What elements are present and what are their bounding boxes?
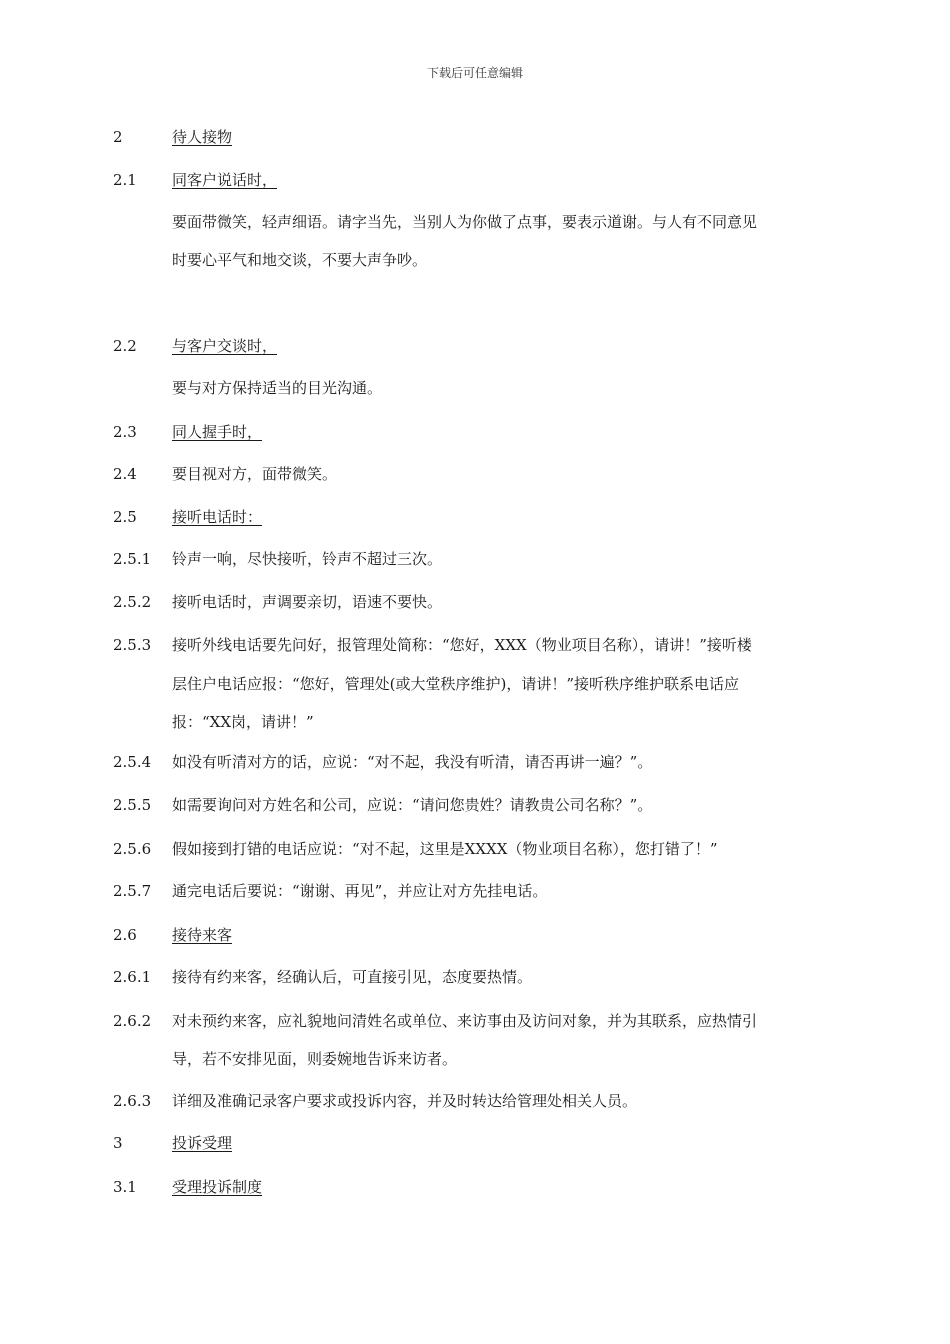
section-number: 2.5.2 xyxy=(113,593,152,611)
section-heading: 投诉受理 xyxy=(172,1134,233,1152)
paragraph-text: 接听外线电话要先问好，报管理处简称：“您好，XXX（物业项目名称），请讲！”接听楼 xyxy=(172,636,752,654)
section-heading: 接待来客 xyxy=(172,926,233,944)
section-heading: 同人握手时， xyxy=(172,423,263,441)
section-heading: 同客户说话时， xyxy=(172,171,278,189)
section-number: 2.6.3 xyxy=(113,1092,152,1110)
section-number: 2.2 xyxy=(113,337,137,355)
section-number: 2.5.4 xyxy=(113,753,152,771)
section-number: 2.6.1 xyxy=(113,968,152,986)
paragraph-text: 对未预约来客，应礼貌地问清姓名或单位、来访事由及访问对象，并为其联系，应热情引 xyxy=(172,1012,758,1030)
paragraph-text: 接待有约来客，经确认后，可直接引见，态度要热情。 xyxy=(172,968,533,986)
section-number: 2.5.1 xyxy=(113,550,152,568)
section-number: 3.1 xyxy=(113,1178,137,1196)
paragraph-text: 如没有听清对方的话，应说：“对不起，我没有听清，请否再讲一遍？”。 xyxy=(172,753,653,771)
section-number: 2.4 xyxy=(113,465,137,483)
section-number: 2.5 xyxy=(113,508,137,526)
paragraph-text: 详细及准确记录客户要求或投诉内容，并及时转达给管理处相关人员。 xyxy=(172,1092,638,1110)
section-number: 2.6 xyxy=(113,926,137,944)
paragraph-text: 时要心平气和地交谈，不要大声争吵。 xyxy=(172,251,428,269)
section-number: 2.6.2 xyxy=(113,1012,152,1030)
section-heading: 待人接物 xyxy=(172,128,233,146)
paragraph-text: 通完电话后要说：“谢谢、再见”，并应让对方先挂电话。 xyxy=(172,882,548,900)
paragraph-text: 导，若不安排见面，则委婉地告诉来访者。 xyxy=(172,1050,458,1068)
section-number: 2.5.3 xyxy=(113,636,152,654)
paragraph-text: 铃声一响，尽快接听，铃声不超过三次。 xyxy=(172,550,443,568)
section-number: 2.5.7 xyxy=(113,882,152,900)
section-number: 3 xyxy=(113,1134,123,1152)
section-number: 2.5.5 xyxy=(113,796,152,814)
section-number: 2.1 xyxy=(113,171,137,189)
paragraph-text: 如需要询问对方姓名和公司，应说：“请问您贵姓？请教贵公司名称？”。 xyxy=(172,796,653,814)
paragraph-text: 要与对方保持适当的目光沟通。 xyxy=(172,379,383,397)
paragraph-text: 层住户电话应报：“您好，管理处(或大堂秩序维护)，请讲！”接听秩序维护联系电话应 xyxy=(172,675,740,693)
paragraph-text: 报：“XX岗，请讲！” xyxy=(172,713,314,731)
section-number: 2.5.6 xyxy=(113,840,152,858)
paragraph-text: 要目视对方，面带微笑。 xyxy=(172,465,338,483)
section-number: 2 xyxy=(113,128,123,146)
section-heading: 接听电话时： xyxy=(172,508,263,526)
paragraph-text: 要面带微笑，轻声细语。请字当先，当别人为你做了点事，要表示道谢。与人有不同意见 xyxy=(172,213,758,231)
section-number: 2.3 xyxy=(113,423,137,441)
section-heading: 与客户交谈时， xyxy=(172,337,278,355)
page-header: 下载后可任意编辑 xyxy=(426,66,523,80)
section-heading: 受理投诉制度 xyxy=(172,1178,263,1196)
paragraph-text: 接听电话时，声调要亲切，语速不要快。 xyxy=(172,593,443,611)
paragraph-text: 假如接到打错的电话应说：“对不起，这里是XXXX（物业项目名称），您打错了！” xyxy=(172,840,718,858)
